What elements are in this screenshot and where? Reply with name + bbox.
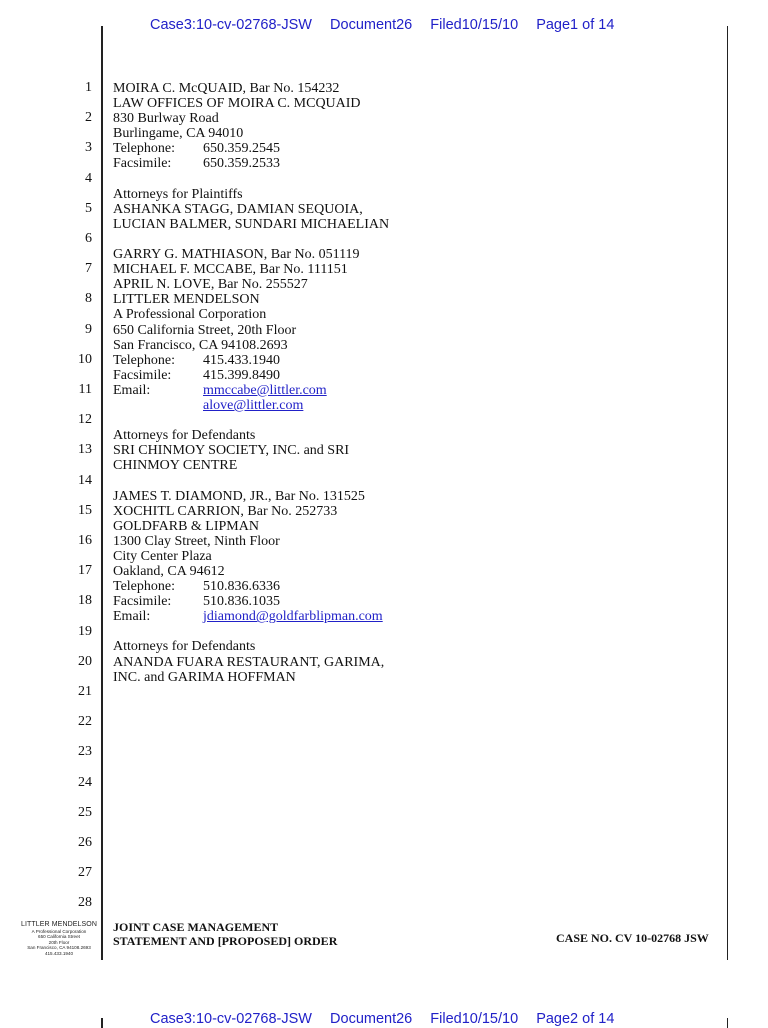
line-number: 24 [78,774,92,790]
line-number: 2 [85,110,92,126]
line-number: 22 [78,714,92,730]
address-line: 1300 Clay Street, Ninth Floor [113,533,280,549]
case-number: Case3:10-cv-02768-JSW [150,1011,312,1027]
blank-line [113,232,713,247]
attorney-line: MOIRA C. McQUAID, Bar No. 154232 [113,81,340,96]
address-line: 650 California Street, 20th Floor [113,322,297,338]
caption-block [113,81,713,685]
line-number: 20 [78,653,92,669]
footer-firm-name: LITTLER MENDELSON [21,921,97,928]
facsimile-line [113,368,713,383]
footer-document-title [113,920,337,948]
filed-date: Filed10/15/10 [430,17,519,33]
attorney-line: XOCHITL CARRION, Bar No. 252733 [113,503,338,519]
facsimile-value: 510.836.1035 [203,594,280,610]
line-number: 10 [78,351,92,367]
telephone-line [113,353,713,368]
line-number: 9 [85,321,92,337]
attorney-line: APRIL N. LOVE, Bar No. 255527 [113,277,308,293]
firm-line: GOLDFARB & LIPMAN [113,518,259,534]
footer-firm-line: San Francisco, CA 94108.2693 [27,945,91,951]
facsimile-line [113,594,713,609]
parties-line: LUCIAN BALMER, SUNDARI MICHAELIAN [113,216,390,232]
email-link-diamond[interactable]: jdiamond@goldfarblipman.com [203,609,383,625]
telephone-label: Telephone: [113,579,175,595]
address-line: Burlingame, CA 94010 [113,126,244,142]
email-line [113,383,713,398]
blank-line [113,473,713,488]
line-number: 28 [78,895,92,911]
blank-line [113,413,713,428]
footer-firm-line: 415.433.1940 [44,950,74,956]
page-indicator: Page2 of 14 [536,1011,615,1027]
address-line: Oakland, CA 94612 [113,564,225,579]
address-line: San Francisco, CA 94108.2693 [113,337,288,353]
line-number: 16 [78,533,92,548]
line-number: 1 [85,80,92,95]
address-line: City Center Plaza [113,548,212,564]
attorneys-for-line: Attorneys for Plaintiffs [113,186,243,202]
firm-type-line: A Professional Corporation [113,307,267,323]
attorneys-for-line: Attorneys for Defendants [113,639,256,655]
email-link-love[interactable]: alove@littler.com [203,397,304,413]
line-number: 18 [78,593,92,609]
ecf-header [150,17,614,33]
left-margin-rule-page-2 [101,1018,103,1028]
line-number: 19 [78,623,92,639]
case-number: Case3:10-cv-02768-JSW [150,17,312,33]
line-number: 5 [85,200,92,216]
facsimile-value: 650.359.2533 [203,156,280,172]
email-label: Email: [113,609,151,625]
parties-line: ANANDA FUARA RESTAURANT, GARIMA, [113,654,385,670]
parties-line: SRI CHINMOY SOCIETY, INC. and SRI [113,443,350,459]
parties-line: CHINMOY CENTRE [113,458,238,474]
line-number: 13 [78,442,92,458]
email-label: Email: [113,382,151,398]
email-line [113,398,713,413]
attorneys-for-line: Attorneys for Defendants [113,428,256,444]
document-number: Document26 [330,1011,413,1027]
line-number: 12 [78,412,92,428]
parties-line: ASHANKA STAGG, DAMIAN SEQUOIA, [113,201,363,217]
attorney-line: JAMES T. DIAMOND, JR., Bar No. 131525 [113,488,365,504]
footer-title-line: JOINT CASE MANAGEMENT [113,920,279,934]
telephone-label: Telephone: [113,141,175,157]
blank-line [113,624,713,639]
ecf-header-page-2 [150,1011,614,1027]
telephone-value: 415.433.1940 [203,352,280,368]
footer-case-number: CASE NO. CV 10-02768 JSW [556,931,709,945]
telephone-label: Telephone: [113,352,175,368]
footer-firm-line: 20th Floor [48,939,70,945]
facsimile-line [113,156,713,171]
document-number: Document26 [330,17,413,33]
facsimile-value: 415.399.8490 [203,367,280,383]
page-separator [0,962,768,1012]
telephone-line [113,141,713,156]
right-margin-rule [727,26,728,960]
line-number: 21 [78,684,92,699]
line-number: 15 [78,502,92,518]
footer-firm-line: 650 California Street [38,934,80,940]
line-number: 17 [78,563,92,579]
line-number: 6 [85,231,92,246]
line-number: 8 [85,291,92,307]
line-number: 7 [85,261,92,277]
line-number: 26 [78,835,92,850]
footer-firm-stamp [18,921,100,956]
firm-line: LAW OFFICES OF MOIRA C. MCQUAID [113,96,361,112]
right-margin-rule-page-2 [727,1018,728,1028]
facsimile-label: Facsimile: [113,594,172,610]
blank-line [113,172,713,187]
line-number: 25 [78,804,92,820]
footer-title-line: STATEMENT AND [PROPOSED] ORDER [113,934,338,948]
attorney-line: MICHAEL F. MCCABE, Bar No. 111151 [113,262,348,278]
attorney-line: GARRY G. MATHIASON, Bar No. 051119 [113,247,360,263]
telephone-line [113,579,713,594]
facsimile-label: Facsimile: [113,156,172,172]
firm-line: LITTLER MENDELSON [113,292,260,308]
address-line: 830 Burlway Road [113,111,219,127]
facsimile-label: Facsimile: [113,367,172,383]
email-link-mccabe[interactable]: mmccabe@littler.com [203,382,327,398]
line-number: 23 [78,744,92,760]
email-line [113,609,713,624]
footer-firm-line: A Professional Corporation [31,929,87,934]
left-margin-rule [101,26,103,960]
line-number: 4 [85,170,92,186]
line-number: 11 [78,382,92,397]
telephone-value: 510.836.6336 [203,579,280,595]
line-number: 3 [85,140,92,156]
line-number: 27 [78,865,92,881]
parties-line: INC. and GARIMA HOFFMAN [113,669,296,685]
page-indicator: Page1 of 14 [536,17,615,33]
telephone-value: 650.359.2545 [203,141,280,157]
line-number: 14 [78,472,92,488]
filed-date: Filed10/15/10 [430,1011,519,1027]
